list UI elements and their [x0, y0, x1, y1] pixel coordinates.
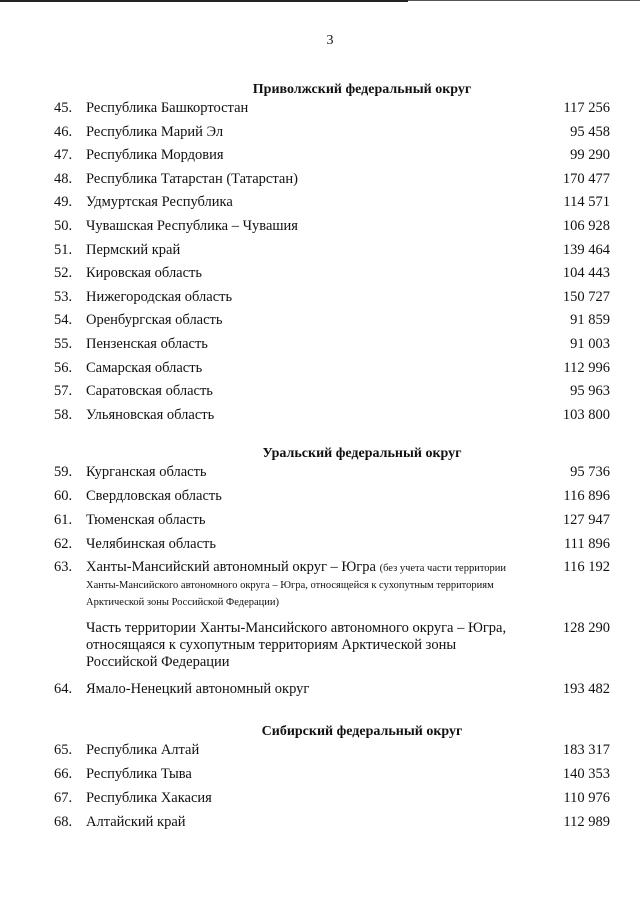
row-number: 46. [54, 123, 73, 140]
row-name: Республика Башкортостан [86, 100, 249, 116]
table-row [54, 147, 610, 164]
table-row [54, 488, 610, 505]
row-number: 47. [54, 147, 73, 164]
row-value: 112 996 [563, 359, 610, 376]
row-name: Чувашская Республика – Чувашия [86, 217, 298, 234]
row-name: Республика Мордовия [86, 147, 224, 164]
top-border-line-thin [408, 0, 640, 1]
row-value: 91 003 [570, 335, 610, 352]
row-value: 116 896 [563, 487, 610, 504]
table-row [54, 242, 610, 259]
row-name: Республика Тыва [86, 765, 192, 782]
row-number: 62. [54, 535, 73, 552]
section-title-siberia: Сибирский федеральный округ [261, 723, 463, 739]
section-volga [54, 100, 610, 424]
row-name: Челябинская область [86, 535, 216, 552]
row-value: 193 482 [562, 680, 610, 697]
row-name: Ульяновская область [86, 406, 215, 423]
subrow-value: 128 290 [562, 619, 610, 636]
row-name: Курганская область [86, 463, 207, 480]
row-value: 106 928 [562, 217, 610, 234]
row-number: 48. [54, 170, 73, 187]
row-value: 117 256 [563, 100, 610, 116]
row-number: 53. [54, 288, 73, 305]
row-number: 66. [54, 765, 73, 782]
row-name: Свердловская область [86, 487, 222, 504]
row-value: 127 947 [562, 511, 610, 528]
row-value: 112 989 [563, 813, 610, 830]
row-value: 95 963 [570, 383, 610, 400]
row-number: 63. [54, 558, 73, 575]
row-name: Ямало-Ненецкий автономный округ [86, 680, 310, 697]
table-row [54, 814, 610, 831]
row-number: 68. [54, 813, 73, 830]
table-row [54, 124, 610, 141]
row-number: 64. [54, 680, 73, 697]
row-name [86, 559, 540, 610]
row-value: 170 477 [562, 170, 610, 187]
table-row [54, 512, 610, 529]
row-number: 65. [54, 741, 73, 758]
table-row [54, 218, 610, 235]
document-body [54, 82, 610, 831]
row-number: 50. [54, 217, 73, 234]
row-name: Республика Татарстан (Татарстан) [86, 170, 298, 187]
table-row [54, 194, 610, 211]
row-name: Самарская область [86, 359, 203, 376]
table-row [54, 100, 610, 117]
row-value: 183 317 [562, 741, 610, 758]
top-border-line [0, 0, 408, 2]
row-number: 61. [54, 511, 73, 528]
table-row [54, 289, 610, 306]
row-number: 60. [54, 487, 73, 504]
row-number: 54. [54, 312, 73, 329]
table-row [54, 383, 610, 400]
row-number: 51. [54, 241, 73, 258]
table-row [54, 360, 610, 377]
table-row [54, 312, 610, 329]
row-value: 95 736 [570, 463, 610, 480]
table-row [54, 265, 610, 282]
row-name: Республика Алтай [86, 741, 200, 758]
subrow-name: Часть территории Ханты-Мансийского автономного округа – Югра, относящаяся к сухопутным территориям Арктической зоны Российской Федерации [86, 619, 507, 670]
row-name: Республика Хакасия [86, 789, 212, 806]
row-name: Пензенская область [86, 335, 208, 352]
row-number: 59. [54, 463, 73, 480]
table-row-64 [54, 681, 610, 698]
row-value: 103 800 [562, 406, 610, 423]
row-number: 56. [54, 359, 73, 376]
table-row [54, 742, 610, 759]
row-name: Кировская область [86, 265, 203, 282]
page-number: 3 [326, 33, 334, 48]
row-name: Саратовская область [86, 383, 213, 400]
row-value: 99 290 [570, 147, 610, 164]
row-value: 95 458 [570, 123, 610, 140]
row-name: Нижегородская область [86, 288, 233, 305]
section-siberia [54, 742, 610, 831]
table-row [54, 407, 610, 424]
row-name: Тюменская область [86, 511, 206, 528]
row-value: 91 859 [570, 312, 610, 329]
row-name: Оренбургская область [86, 312, 223, 329]
row-name-note: (без учета части территории Ханты-Мансийского автономного округа – Югра, относящейся к сухопутным территориям Арктической зоны Российской Федерации) [86, 562, 507, 608]
row-number: 45. [54, 100, 73, 116]
row-number: 55. [54, 335, 73, 352]
row-value: 150 727 [562, 288, 610, 305]
row-value: 104 443 [562, 265, 610, 282]
row-number: 49. [54, 194, 73, 211]
row-number: 67. [54, 789, 73, 806]
row-name: Республика Марий Эл [86, 123, 224, 140]
section-ural [54, 464, 610, 553]
section-title-ural: Уральский федеральный округ [262, 445, 462, 461]
row-number: 52. [54, 265, 73, 282]
row-name: Удмуртская Республика [86, 194, 233, 211]
row-name-main: Ханты-Мансийский автономный округ – Югра [86, 558, 376, 575]
row-value: 116 192 [563, 558, 610, 575]
table-row [54, 766, 610, 783]
row-value: 139 464 [562, 241, 610, 258]
table-row [54, 536, 610, 553]
table-subrow-63 [54, 620, 610, 671]
row-name: Алтайский край [86, 813, 186, 830]
row-value: 110 976 [563, 789, 610, 806]
row-number: 58. [54, 406, 73, 423]
row-value: 114 571 [563, 194, 610, 211]
row-number: 57. [54, 383, 73, 400]
table-row [54, 790, 610, 807]
table-row-63 [54, 559, 610, 610]
section-title-volga: Приволжский федеральный округ [252, 82, 472, 97]
table-row [54, 336, 610, 353]
row-name: Пермский край [86, 241, 181, 258]
row-value: 140 353 [562, 765, 610, 782]
table-row [54, 464, 610, 481]
row-value: 111 896 [563, 535, 610, 552]
table-row [54, 171, 610, 188]
